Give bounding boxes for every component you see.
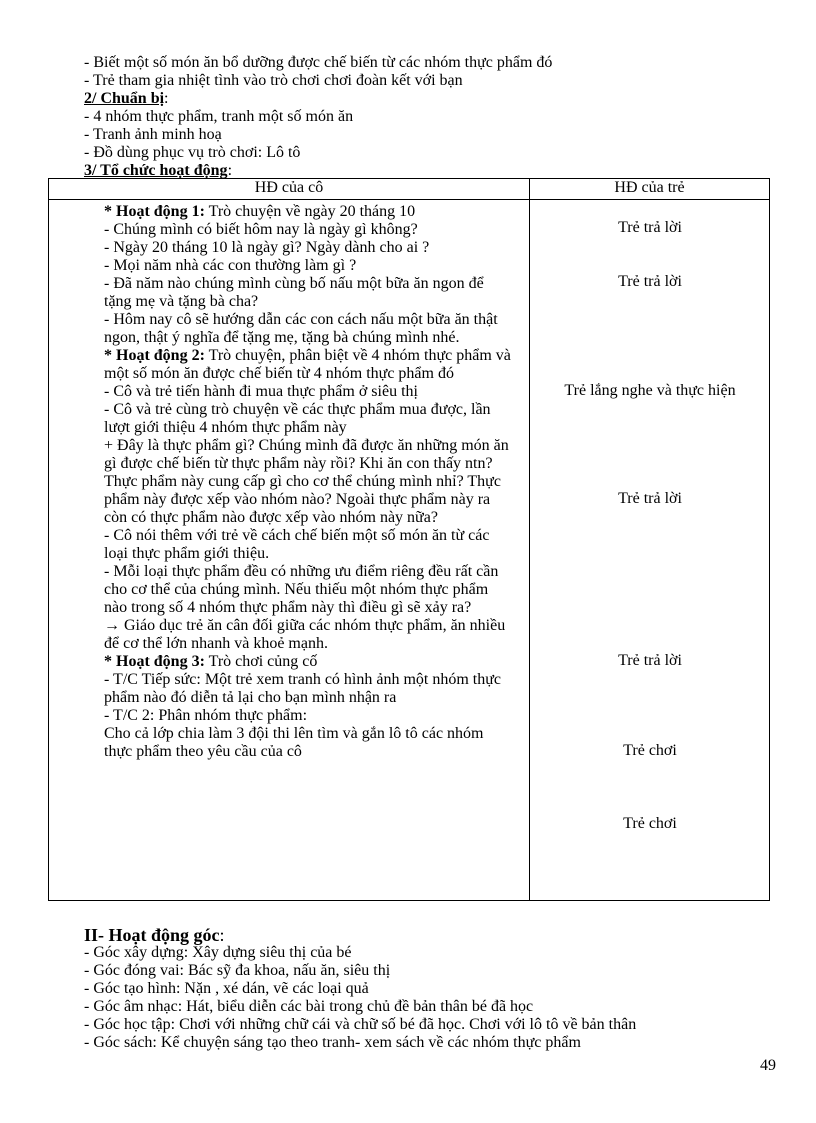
intro-line: - Biết một số món ăn bổ dưỡng được chế biến từ các nhóm thực phẩm đó [84, 54, 553, 71]
corner-item: - Góc tạo hình: Nặn , xé dán, vẽ các loại quả [84, 980, 369, 997]
act2-line: - Cô và trẻ tiến hành đi mua thực phẩm ở siêu thị [104, 383, 418, 400]
act3-line: Cho cả lớp chia làm 3 đội thi lên tìm và gắn lô tô các nhóm thực phẩm theo yêu cầu của cô [104, 725, 484, 760]
corner-item: - Góc học tập: Chơi với những chữ cái và chữ số bé đã học. Chơi với lô tô về bản thân [84, 1016, 637, 1033]
act1-line: - Hôm nay cô sẽ hướng dẫn các con cách nấu một bữa ăn thật ngon, thật ý nghĩa để tặng mẹ, tặng bà chúng mình nhé. [104, 311, 498, 346]
child-response: Trẻ chơi [623, 742, 677, 759]
act2-line: - Mỗi loại thực phẩm đều có những ưu điểm riêng đều rất cần cho cơ thể của chúng mình. Nếu thiếu một nhóm thực phẩm nào trong số 4 nhóm thực phẩm này thì điều gì sẽ xảy ra? [104, 563, 499, 616]
act3-title: * Hoạt động 3: [104, 653, 205, 670]
page-number: 49 [760, 1057, 776, 1074]
prep-heading: 2/ Chuẩn bị [84, 90, 165, 107]
act1-line: - Ngày 20 tháng 10 là ngày gì? Ngày dành cho ai ? [104, 239, 430, 256]
act2-title: * Hoạt động 2: [104, 347, 205, 364]
corner-item: - Góc âm nhạc: Hát, biểu diễn các bài trong chủ đề bản thân bé đã học [84, 998, 534, 1015]
act2-line: - Cô nói thêm với trẻ về cách chế biến một số món ăn từ các loại thực phẩm giới thiệu. [104, 527, 490, 562]
corner-item: - Góc đóng vai: Bác sỹ đa khoa, nấu ăn, siêu thị [84, 962, 391, 979]
child-response: Trẻ trả lời [618, 490, 682, 507]
corner-activities: II- Hoạt động góc: - Góc xây dựng: Xây dựng siêu thị của bé - Góc đóng vai: Bác sỹ đa khoa, nấu ăn, siêu thị - Góc tạo hình: Nặn , xé dán, vẽ các loại quả - Góc âm nhạc: Hát, biểu diễn các bài trong chủ đề bản thân bé đã học - Góc học tập: Chơi với những chữ cái và chữ số bé đã học. Chơi với lô tô về bản thân - Góc sách: Kể chuyện sáng tạo theo tranh- xem sách về các nhóm thực phẩm [84, 926, 784, 1052]
child-response: Trẻ lắng nghe và thực hiện [564, 382, 736, 399]
child-response: Trẻ chơi [623, 815, 677, 832]
child-response: Trẻ trả lời [618, 219, 682, 236]
child-response: Trẻ trả lời [618, 652, 682, 669]
corner-item: - Góc xây dựng: Xây dựng siêu thị của bé [84, 944, 352, 961]
col-header-child: HĐ của trẻ [530, 179, 770, 200]
teacher-activities-cell [49, 200, 530, 901]
act1-line: - Mọi năm nhà các con thường làm gì ? [104, 257, 357, 274]
intro-line: - Trẻ tham gia nhiệt tình vào trò chơi chơi đoàn kết với bạn [84, 72, 463, 89]
org-heading: 3/ Tổ chức hoạt động [84, 162, 228, 179]
col-header-teacher: HĐ của cô [49, 179, 530, 200]
child-response: Trẻ trả lời [618, 273, 682, 290]
corner-item: - Góc sách: Kể chuyện sáng tạo theo tranh- xem sách về các nhóm thực phẩm [84, 1034, 581, 1051]
prep-item: - Tranh ảnh minh hoạ [84, 126, 222, 143]
prep-item: - 4 nhóm thực phẩm, tranh một số món ăn [84, 108, 354, 125]
teacher-activities [104, 203, 514, 761]
prep-item: - Đồ dùng phục vụ trò chơi: Lô tô [84, 144, 301, 161]
child-activities-cell [530, 200, 770, 901]
act2-line: + Đây là thực phẩm gì? Chúng mình đã được ăn những món ăn gì được chế biến từ thực phẩm này rồi? Khi ăn con thấy ntn? Thực phẩm này cung cấp gì cho cơ thể chúng mình nhỉ? Thực phẩm này được xếp vào nhóm nào? Ngoài thực phẩm này ra còn có thực phẩm nào được xếp vào nhóm này nữa? [104, 437, 509, 526]
arrow-icon: → [104, 617, 120, 634]
act1-line: - Chúng mình có biết hôm nay là ngày gì không? [104, 221, 418, 238]
act3-line: - T/C 2: Phân nhóm thực phẩm: [104, 707, 308, 724]
act3-topic: Trò chơi củng cố [204, 653, 318, 670]
act2-topic: Trò chuyện, phân biệt về 4 nhóm thực phẩm và một số món ăn được chế biến từ 4 nhóm thực phẩm đó [104, 347, 511, 382]
act2-line: - Cô và trẻ cùng trò chuyện về các thực phẩm mua được, lần lượt giới thiệu 4 nhóm thực phẩm này [104, 401, 491, 436]
act3-line: - T/C Tiếp sức: Một trẻ xem tranh có hình ảnh một nhóm thực phẩm nào đó diễn tả lại cho bạn mình nhận ra [104, 671, 502, 706]
act2-conclusion: Giáo dục trẻ ăn cân đối giữa các nhóm thực phẩm, ăn nhiều để cơ thể lớn nhanh và khoẻ mạnh. [104, 617, 506, 652]
activity-table [48, 178, 770, 901]
section2-title: II- Hoạt động góc [84, 925, 220, 945]
act1-topic: Trò chuyện về ngày 20 tháng 10 [204, 203, 416, 220]
act1-line: - Đã năm nào chúng mình cùng bố nấu một bữa ăn ngon để tặng mẹ và tặng bà cha? [104, 275, 484, 310]
act1-title: * Hoạt động 1: [104, 203, 205, 220]
intro-block: - Biết một số món ăn bổ dưỡng được chế biến từ các nhóm thực phẩm đó - Trẻ tham gia nhiệt tình vào trò chơi chơi đoàn kết với bạn 2/ Chuẩn bị: - 4 nhóm thực phẩm, tranh một số món ăn - Tranh ảnh minh hoạ - Đồ dùng phục vụ trò chơi: Lô tô 3/ Tổ chức hoạt động: [84, 54, 784, 180]
